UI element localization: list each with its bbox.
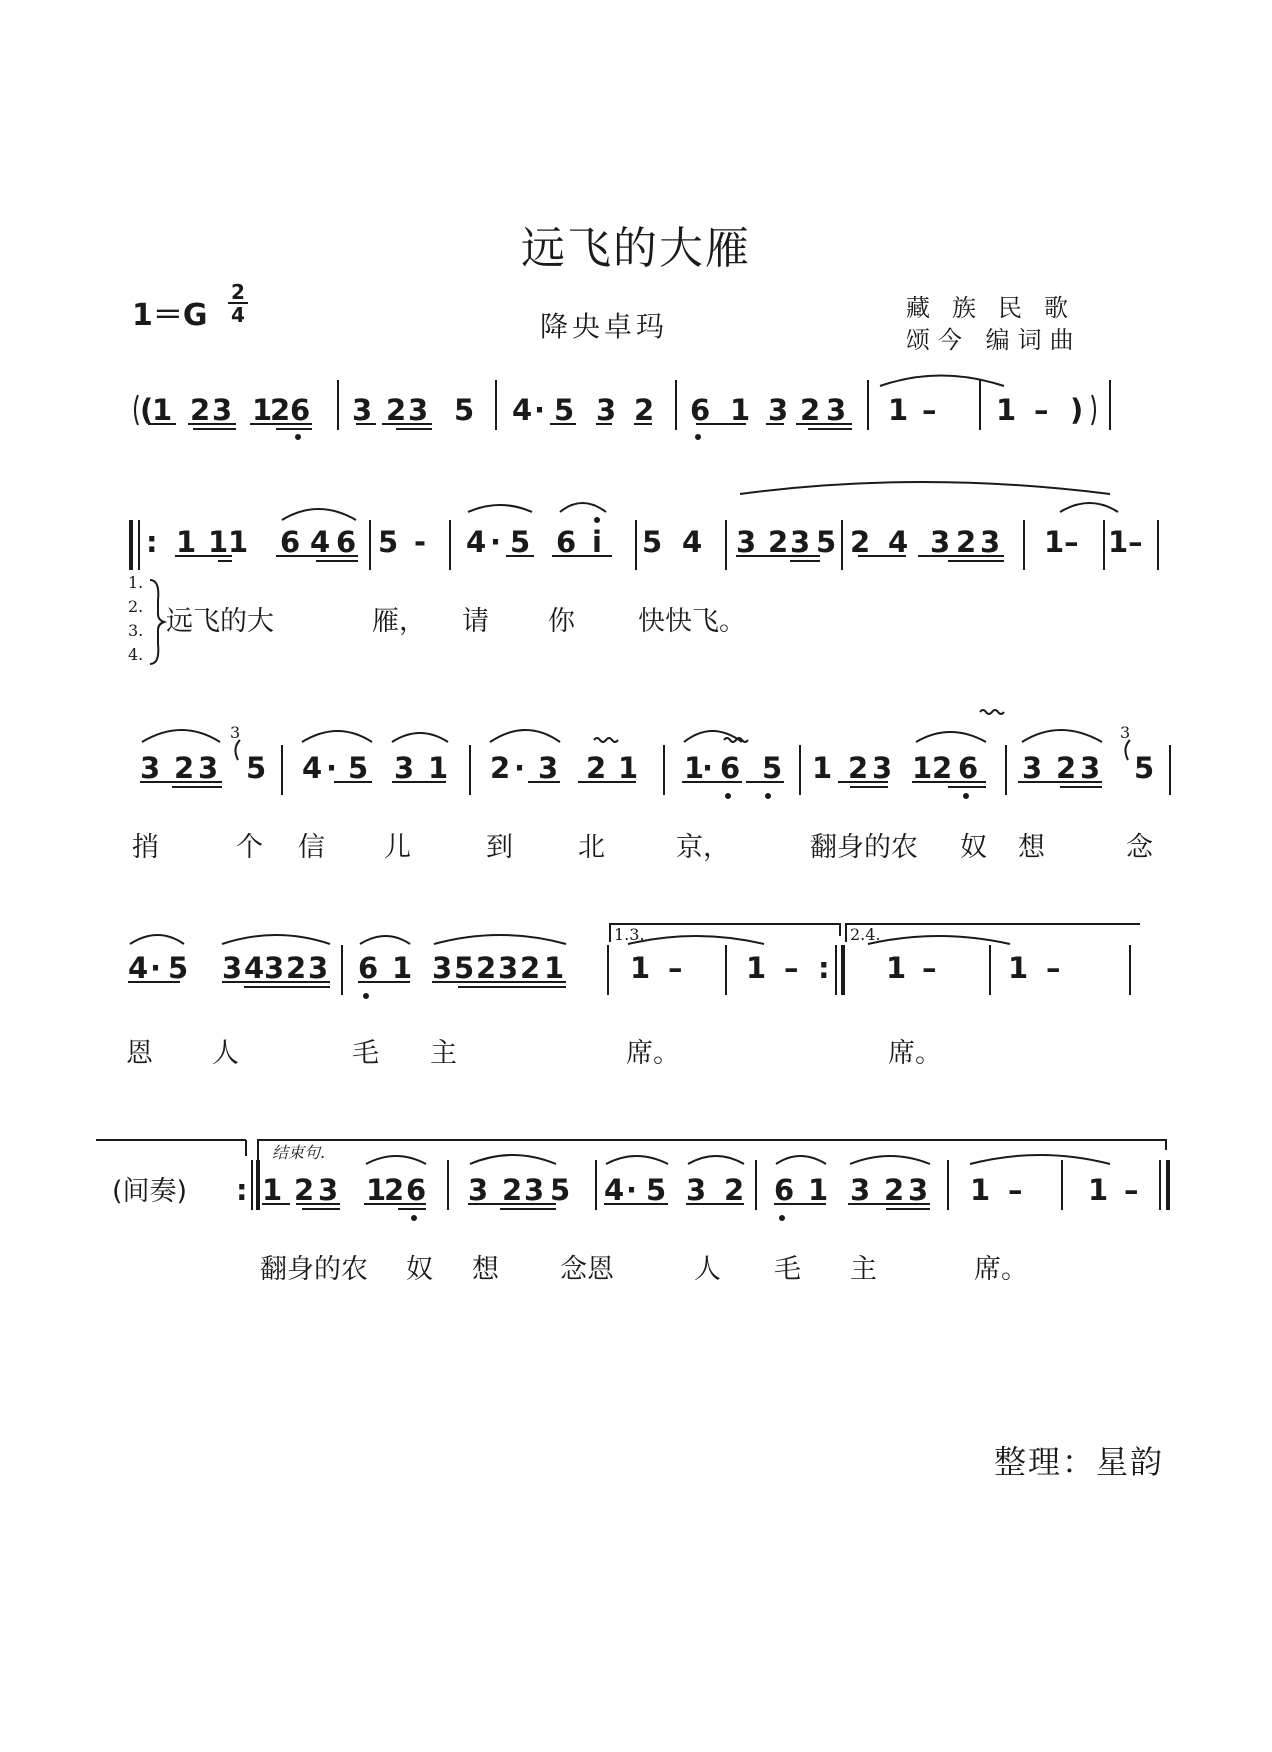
svg-text:2: 2 [270, 393, 291, 427]
svg-text:5: 5 [762, 751, 783, 785]
svg-text:3: 3 [140, 751, 161, 785]
svg-text:4: 4 [310, 525, 331, 559]
svg-text:儿: 儿 [384, 832, 411, 863]
svg-text:念恩: 念恩 [560, 1254, 614, 1285]
svg-text:3: 3 [468, 1173, 489, 1207]
svg-text:到: 到 [486, 832, 513, 863]
svg-text:3: 3 [1120, 723, 1131, 742]
svg-text:2: 2 [502, 1173, 523, 1207]
svg-text:1: 1 [252, 393, 273, 427]
svg-text:3: 3 [736, 525, 757, 559]
svg-text:1: 1 [684, 751, 705, 785]
svg-text:2: 2 [384, 1173, 405, 1207]
svg-text::: : [236, 1173, 248, 1207]
svg-text:–: – [1046, 951, 1061, 985]
svg-text::: : [146, 525, 158, 559]
svg-text:雁，: 雁， [372, 606, 426, 637]
svg-text:·: · [326, 751, 338, 785]
lyrics-line-2-a: 远飞的大 [166, 606, 274, 637]
svg-text:i: i [592, 525, 602, 559]
svg-text:3: 3 [872, 751, 893, 785]
svg-text:翻身的农: 翻身的农 [260, 1254, 368, 1285]
svg-text:3: 3 [432, 951, 453, 985]
svg-text:3: 3 [352, 393, 373, 427]
svg-text:2: 2 [634, 393, 655, 427]
svg-text:3: 3 [318, 1173, 339, 1207]
svg-text:毛: 毛 [352, 1038, 379, 1069]
svg-text:信: 信 [298, 832, 325, 863]
svg-text:2: 2 [724, 1173, 745, 1207]
svg-text:1: 1 [618, 751, 639, 785]
svg-text:5: 5 [550, 1173, 571, 1207]
svg-text:1: 1 [428, 751, 449, 785]
svg-text:3: 3 [394, 751, 415, 785]
svg-text:主: 主 [850, 1254, 877, 1285]
svg-text:4: 4 [128, 951, 149, 985]
svg-text:1: 1 [1088, 1173, 1109, 1207]
svg-text:1: 1 [808, 1173, 829, 1207]
svg-text:1: 1 [262, 1173, 283, 1207]
svg-text:6: 6 [958, 751, 979, 785]
svg-text:3: 3 [1022, 751, 1043, 785]
svg-text:2: 2 [190, 393, 211, 427]
svg-text:主: 主 [430, 1038, 457, 1069]
svg-text:5: 5 [554, 393, 575, 427]
svg-text:1.3.: 1.3. [614, 925, 645, 944]
svg-text:1: 1 [544, 951, 565, 985]
svg-text:席。: 席。 [974, 1254, 1028, 1285]
svg-text:): ) [1070, 393, 1084, 427]
svg-text:6: 6 [406, 1173, 427, 1207]
singer-name: 降央卓玛 [540, 310, 669, 343]
svg-text:5: 5 [646, 1173, 667, 1207]
time-signature-top: 2 [231, 280, 245, 304]
svg-text:3: 3 [930, 525, 951, 559]
svg-text:3: 3 [826, 393, 847, 427]
svg-text:1: 1 [886, 951, 907, 985]
svg-text:1: 1 [366, 1173, 387, 1207]
svg-text:3: 3 [308, 951, 329, 985]
svg-text:2: 2 [800, 393, 821, 427]
svg-text:2: 2 [848, 751, 869, 785]
svg-text:4: 4 [682, 525, 703, 559]
svg-text:1: 1 [730, 393, 751, 427]
svg-text:5: 5 [348, 751, 369, 785]
svg-text:6: 6 [690, 393, 711, 427]
svg-text:3: 3 [408, 393, 429, 427]
song-title: 远飞的大雁 [521, 223, 751, 274]
svg-text:5: 5 [168, 951, 189, 985]
svg-text:5: 5 [642, 525, 663, 559]
svg-text:2: 2 [174, 751, 195, 785]
svg-text:6: 6 [290, 393, 311, 427]
svg-text:3: 3 [498, 951, 519, 985]
svg-text:6: 6 [774, 1173, 795, 1207]
svg-text:5: 5 [816, 525, 837, 559]
svg-text:翻身的农: 翻身的农 [810, 832, 918, 863]
credit-origin: 藏族民歌 [906, 294, 1090, 322]
svg-text:4: 4 [604, 1173, 625, 1207]
svg-text:1: 1 [746, 951, 767, 985]
svg-text:1: 1 [208, 525, 229, 559]
svg-text:2: 2 [386, 393, 407, 427]
svg-text:1–: 1– [1044, 525, 1079, 559]
svg-text:京，: 京， [676, 832, 730, 863]
svg-text:1–: 1– [1108, 525, 1143, 559]
svg-text:·: · [702, 751, 714, 785]
svg-text:·: · [534, 393, 546, 427]
svg-text:·: · [150, 951, 162, 985]
svg-text:1: 1 [812, 751, 833, 785]
svg-text:–: – [922, 951, 937, 985]
svg-text:3: 3 [790, 525, 811, 559]
svg-text:–: – [668, 951, 683, 985]
svg-text:1: 1 [996, 393, 1017, 427]
svg-text:4: 4 [888, 525, 909, 559]
svg-text:5: 5 [246, 751, 267, 785]
score-line-3 [140, 710, 1170, 795]
svg-text:5: 5 [378, 525, 399, 559]
svg-text:3: 3 [850, 1173, 871, 1207]
svg-text:6: 6 [336, 525, 357, 559]
svg-text:3: 3 [538, 751, 559, 785]
svg-text:3: 3 [1080, 751, 1101, 785]
note-numerals [128, 393, 1154, 1207]
svg-text:2: 2 [884, 1173, 905, 1207]
svg-text:5: 5 [1134, 751, 1155, 785]
svg-text:席。: 席。 [626, 1038, 680, 1069]
svg-text:2: 2 [956, 525, 977, 559]
svg-text:3: 3 [596, 393, 617, 427]
svg-text:1: 1 [970, 1173, 991, 1207]
svg-text:3: 3 [686, 1173, 707, 1207]
svg-text:2: 2 [490, 751, 511, 785]
svg-text:1: 1 [176, 525, 197, 559]
svg-text:毛: 毛 [774, 1254, 801, 1285]
svg-text:1.: 1. [128, 573, 144, 592]
svg-text:–: – [922, 393, 937, 427]
svg-text:念: 念 [1126, 832, 1153, 863]
svg-text:6: 6 [358, 951, 379, 985]
svg-text:个: 个 [236, 832, 263, 863]
svg-text:3: 3 [212, 393, 233, 427]
svg-text:捎: 捎 [132, 832, 159, 863]
svg-text:3: 3 [264, 951, 285, 985]
svg-text:人: 人 [694, 1254, 721, 1285]
svg-text:2.4.: 2.4. [850, 925, 881, 944]
svg-text:请: 请 [462, 606, 489, 637]
svg-text:2: 2 [768, 525, 789, 559]
svg-text:–: – [1008, 1173, 1023, 1207]
svg-text:3: 3 [908, 1173, 929, 1207]
svg-text:2: 2 [1056, 751, 1077, 785]
svg-text:1: 1 [392, 951, 413, 985]
svg-text:2.: 2. [128, 597, 144, 616]
arranger-credit: 整理：星韵 [994, 1443, 1165, 1481]
svg-text:5: 5 [510, 525, 531, 559]
svg-text:人: 人 [212, 1038, 239, 1069]
ending-phrase-label: 结束句. [272, 1143, 326, 1162]
svg-text:4: 4 [244, 951, 265, 985]
key-signature: 1＝G [132, 298, 208, 333]
svg-text:北: 北 [578, 832, 605, 863]
svg-text:3.: 3. [128, 621, 144, 640]
svg-text:·: · [626, 1173, 638, 1207]
svg-text:4.: 4. [128, 645, 144, 664]
svg-text:·: · [490, 525, 502, 559]
svg-text:–: – [784, 951, 799, 985]
svg-text:4: 4 [466, 525, 487, 559]
verse-brace [150, 580, 164, 664]
svg-text:·: · [514, 751, 526, 785]
svg-text:2: 2 [586, 751, 607, 785]
svg-text:4: 4 [302, 751, 323, 785]
svg-text:2: 2 [476, 951, 497, 985]
svg-text:2: 2 [520, 951, 541, 985]
svg-text:2: 2 [850, 525, 871, 559]
svg-text:想: 想 [472, 1254, 499, 1285]
svg-text:3: 3 [230, 723, 241, 742]
svg-text:-: - [414, 525, 427, 559]
svg-text:5: 5 [454, 393, 475, 427]
svg-text:想: 想 [1018, 832, 1045, 863]
svg-text:1: 1 [152, 393, 173, 427]
svg-text:3: 3 [524, 1173, 545, 1207]
svg-text:你: 你 [548, 606, 575, 637]
svg-text:3: 3 [980, 525, 1001, 559]
svg-text:3: 3 [222, 951, 243, 985]
svg-text:3: 3 [198, 751, 219, 785]
svg-text:3: 3 [768, 393, 789, 427]
svg-text:1: 1 [888, 393, 909, 427]
svg-text:席。: 席。 [888, 1038, 942, 1069]
svg-text:奴: 奴 [960, 832, 987, 863]
svg-text:6: 6 [556, 525, 577, 559]
svg-text:1: 1 [912, 751, 933, 785]
svg-text:1: 1 [630, 951, 651, 985]
time-signature-bottom: 4 [231, 303, 245, 327]
svg-text:恩: 恩 [126, 1038, 153, 1069]
svg-text:–: – [1034, 393, 1049, 427]
svg-text:5: 5 [454, 951, 475, 985]
svg-text:1: 1 [1008, 951, 1029, 985]
svg-text:2: 2 [932, 751, 953, 785]
svg-text:(: ( [140, 393, 154, 427]
svg-text:6: 6 [280, 525, 301, 559]
svg-text:2: 2 [286, 951, 307, 985]
svg-text:1: 1 [228, 525, 249, 559]
svg-text:4: 4 [512, 393, 533, 427]
interlude-label: (间奏) [112, 1176, 188, 1207]
svg-text:奴: 奴 [406, 1254, 433, 1285]
credit-composer: 颂今 编词曲 [906, 326, 1082, 354]
svg-text:2: 2 [294, 1173, 315, 1207]
svg-text:6: 6 [720, 751, 741, 785]
svg-text:–: – [1124, 1173, 1139, 1207]
svg-text::: : [818, 951, 830, 985]
svg-text:快快飞。: 快快飞。 [638, 606, 746, 637]
